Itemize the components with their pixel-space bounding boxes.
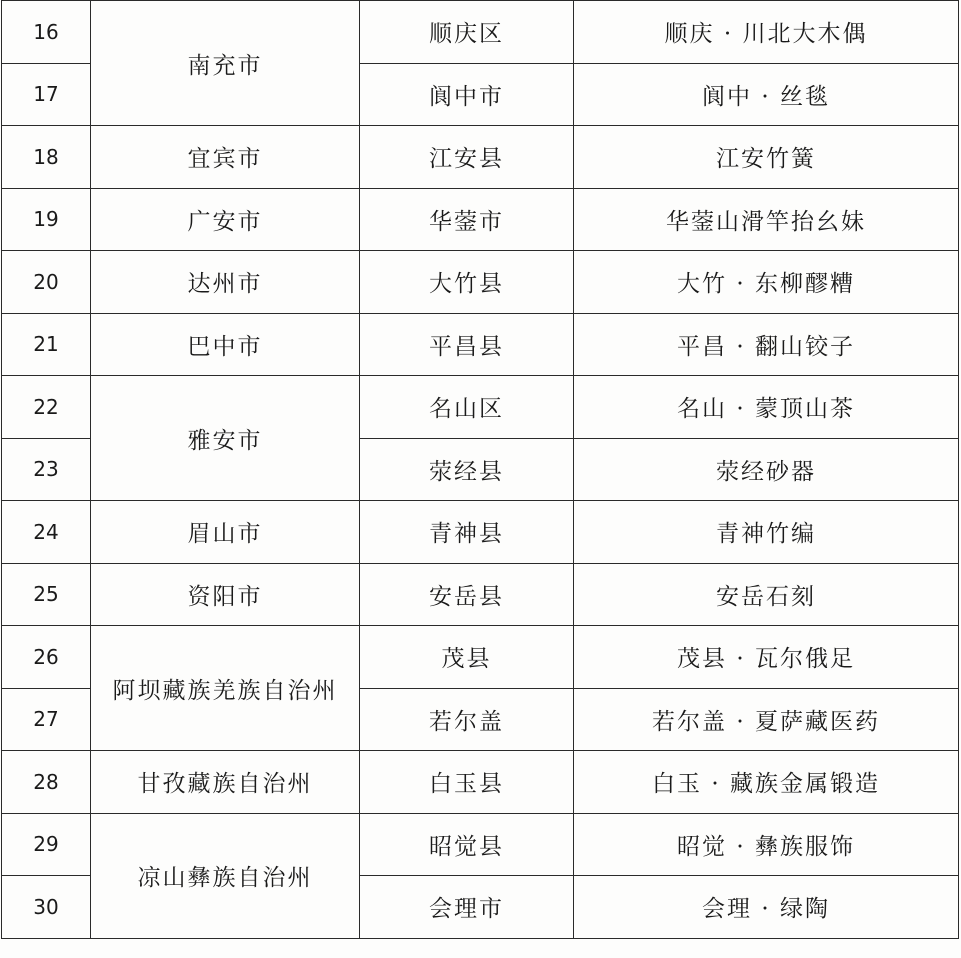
heritage-item-cell: 华蓥山滑竿抬幺妹 xyxy=(574,188,959,251)
county-cell: 白玉县 xyxy=(360,751,574,814)
heritage-item-cell: 平昌 · 翻山铰子 xyxy=(574,313,959,376)
county-cell: 安岳县 xyxy=(360,563,574,626)
county-cell: 阆中市 xyxy=(360,63,574,126)
heritage-item-cell: 若尔盖 · 夏萨藏医药 xyxy=(574,688,959,751)
heritage-item-cell: 会理 · 绿陶 xyxy=(574,876,959,939)
county-cell: 昭觉县 xyxy=(360,813,574,876)
table-row xyxy=(2,313,959,376)
table-row xyxy=(2,751,959,814)
row-number-cell: 24 xyxy=(2,501,91,564)
county-cell: 江安县 xyxy=(360,126,574,189)
heritage-item-cell: 阆中 · 丝毯 xyxy=(574,63,959,126)
table-row xyxy=(2,251,959,314)
row-number-cell: 27 xyxy=(2,688,91,751)
heritage-item-cell: 顺庆 · 川北大木偶 xyxy=(574,1,959,64)
row-number-cell: 29 xyxy=(2,813,91,876)
row-number-cell: 28 xyxy=(2,751,91,814)
row-number-cell: 17 xyxy=(2,63,91,126)
row-number-cell: 16 xyxy=(2,1,91,64)
county-cell: 茂县 xyxy=(360,626,574,689)
table-row xyxy=(2,188,959,251)
row-number-cell: 18 xyxy=(2,126,91,189)
city-cell: 雅安市 xyxy=(91,376,360,501)
row-number-cell: 20 xyxy=(2,251,91,314)
county-cell: 华蓥市 xyxy=(360,188,574,251)
county-cell: 大竹县 xyxy=(360,251,574,314)
row-number-cell: 23 xyxy=(2,438,91,501)
county-cell: 平昌县 xyxy=(360,313,574,376)
city-cell: 广安市 xyxy=(91,188,360,251)
row-number-cell: 25 xyxy=(2,563,91,626)
county-cell: 顺庆区 xyxy=(360,1,574,64)
row-number-cell: 26 xyxy=(2,626,91,689)
city-cell: 达州市 xyxy=(91,251,360,314)
row-number-cell: 30 xyxy=(2,876,91,939)
row-number-cell: 19 xyxy=(2,188,91,251)
row-number-cell: 21 xyxy=(2,313,91,376)
city-cell: 南充市 xyxy=(91,1,360,126)
row-number-cell: 22 xyxy=(2,376,91,439)
heritage-item-cell: 荥经砂器 xyxy=(574,438,959,501)
city-cell: 凉山彝族自治州 xyxy=(91,813,360,938)
city-cell: 宜宾市 xyxy=(91,126,360,189)
heritage-item-cell: 名山 · 蒙顶山茶 xyxy=(574,376,959,439)
table-row xyxy=(2,813,959,876)
city-cell: 甘孜藏族自治州 xyxy=(91,751,360,814)
table-row xyxy=(2,626,959,689)
county-cell: 会理市 xyxy=(360,876,574,939)
county-cell: 青神县 xyxy=(360,501,574,564)
heritage-list-table xyxy=(1,0,959,939)
table-row xyxy=(2,1,959,64)
heritage-item-cell: 安岳石刻 xyxy=(574,563,959,626)
table-body xyxy=(2,1,959,939)
county-cell: 名山区 xyxy=(360,376,574,439)
city-cell: 资阳市 xyxy=(91,563,360,626)
table-row xyxy=(2,126,959,189)
table-row xyxy=(2,501,959,564)
heritage-item-cell: 大竹 · 东柳醪糟 xyxy=(574,251,959,314)
heritage-item-cell: 白玉 · 藏族金属锻造 xyxy=(574,751,959,814)
heritage-item-cell: 茂县 · 瓦尔俄足 xyxy=(574,626,959,689)
city-cell: 阿坝藏族羌族自治州 xyxy=(91,626,360,751)
county-cell: 荥经县 xyxy=(360,438,574,501)
city-cell: 巴中市 xyxy=(91,313,360,376)
table-row xyxy=(2,376,959,439)
county-cell: 若尔盖 xyxy=(360,688,574,751)
heritage-item-cell: 江安竹簧 xyxy=(574,126,959,189)
city-cell: 眉山市 xyxy=(91,501,360,564)
heritage-item-cell: 青神竹编 xyxy=(574,501,959,564)
table-row xyxy=(2,563,959,626)
heritage-item-cell: 昭觉 · 彝族服饰 xyxy=(574,813,959,876)
